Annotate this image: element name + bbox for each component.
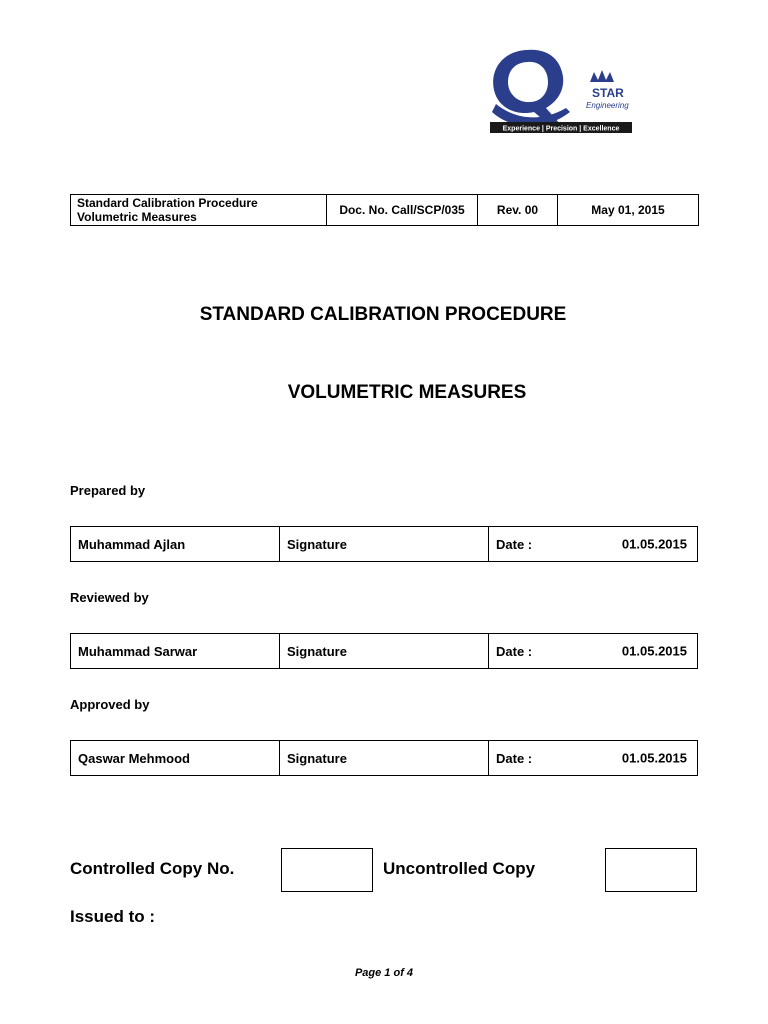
date-label: Date : bbox=[496, 643, 533, 659]
document-header-table bbox=[70, 194, 699, 226]
prepared-by-date: 01.05.2015 bbox=[621, 536, 687, 552]
reviewed-by-name: Muhammad Sarwar bbox=[71, 634, 280, 669]
uncontrolled-copy-box[interactable] bbox=[605, 848, 697, 892]
reviewed-by-date: 01.05.2015 bbox=[621, 643, 687, 659]
header-date: May 01, 2015 bbox=[558, 195, 699, 226]
logo-brand-text: STAR bbox=[592, 86, 624, 100]
controlled-copy-label: Controlled Copy No. bbox=[70, 859, 235, 878]
prepared-by-date-cell bbox=[489, 527, 698, 562]
page-number: Page 1 of 4 bbox=[354, 967, 414, 979]
issued-to-label: Issued to : bbox=[70, 907, 156, 926]
header-title-line2: Volumetric Measures bbox=[77, 210, 197, 224]
revision: Rev. 00 bbox=[478, 195, 558, 226]
date-label: Date : bbox=[496, 750, 533, 766]
company-logo bbox=[486, 42, 642, 142]
header-title-cell bbox=[71, 195, 327, 226]
approved-by-date: 01.05.2015 bbox=[621, 750, 687, 766]
approved-by-name: Qaswar Mehmood bbox=[71, 741, 280, 776]
prepared-by-table bbox=[70, 526, 698, 562]
reviewed-by-label: Reviewed by bbox=[70, 590, 149, 605]
date-label: Date : bbox=[496, 536, 533, 552]
controlled-copy-box[interactable] bbox=[281, 848, 373, 892]
approved-by-table bbox=[70, 740, 698, 776]
approved-by-label: Approved by bbox=[70, 697, 150, 712]
prepared-by-signature: Signature bbox=[280, 527, 489, 562]
logo-tagline-text: Experience | Precision | Excellence bbox=[502, 125, 620, 133]
approved-by-date-cell bbox=[489, 741, 698, 776]
reviewed-by-date-cell bbox=[489, 634, 698, 669]
document-subtitle: VOLUMETRIC MEASURES bbox=[287, 382, 527, 403]
prepared-by-name: Muhammad Ajlan bbox=[71, 527, 280, 562]
document-title: STANDARD CALIBRATION PROCEDURE bbox=[199, 304, 567, 325]
reviewed-by-table bbox=[70, 633, 698, 669]
prepared-by-label: Prepared by bbox=[70, 483, 146, 498]
header-title-line1: Standard Calibration Procedure bbox=[77, 196, 258, 210]
logo-brand-sub-text: Engineering bbox=[586, 101, 629, 110]
doc-number: Doc. No. Call/SCP/035 bbox=[327, 195, 478, 226]
uncontrolled-copy-label: Uncontrolled Copy bbox=[383, 859, 536, 878]
approved-by-signature: Signature bbox=[280, 741, 489, 776]
reviewed-by-signature: Signature bbox=[280, 634, 489, 669]
